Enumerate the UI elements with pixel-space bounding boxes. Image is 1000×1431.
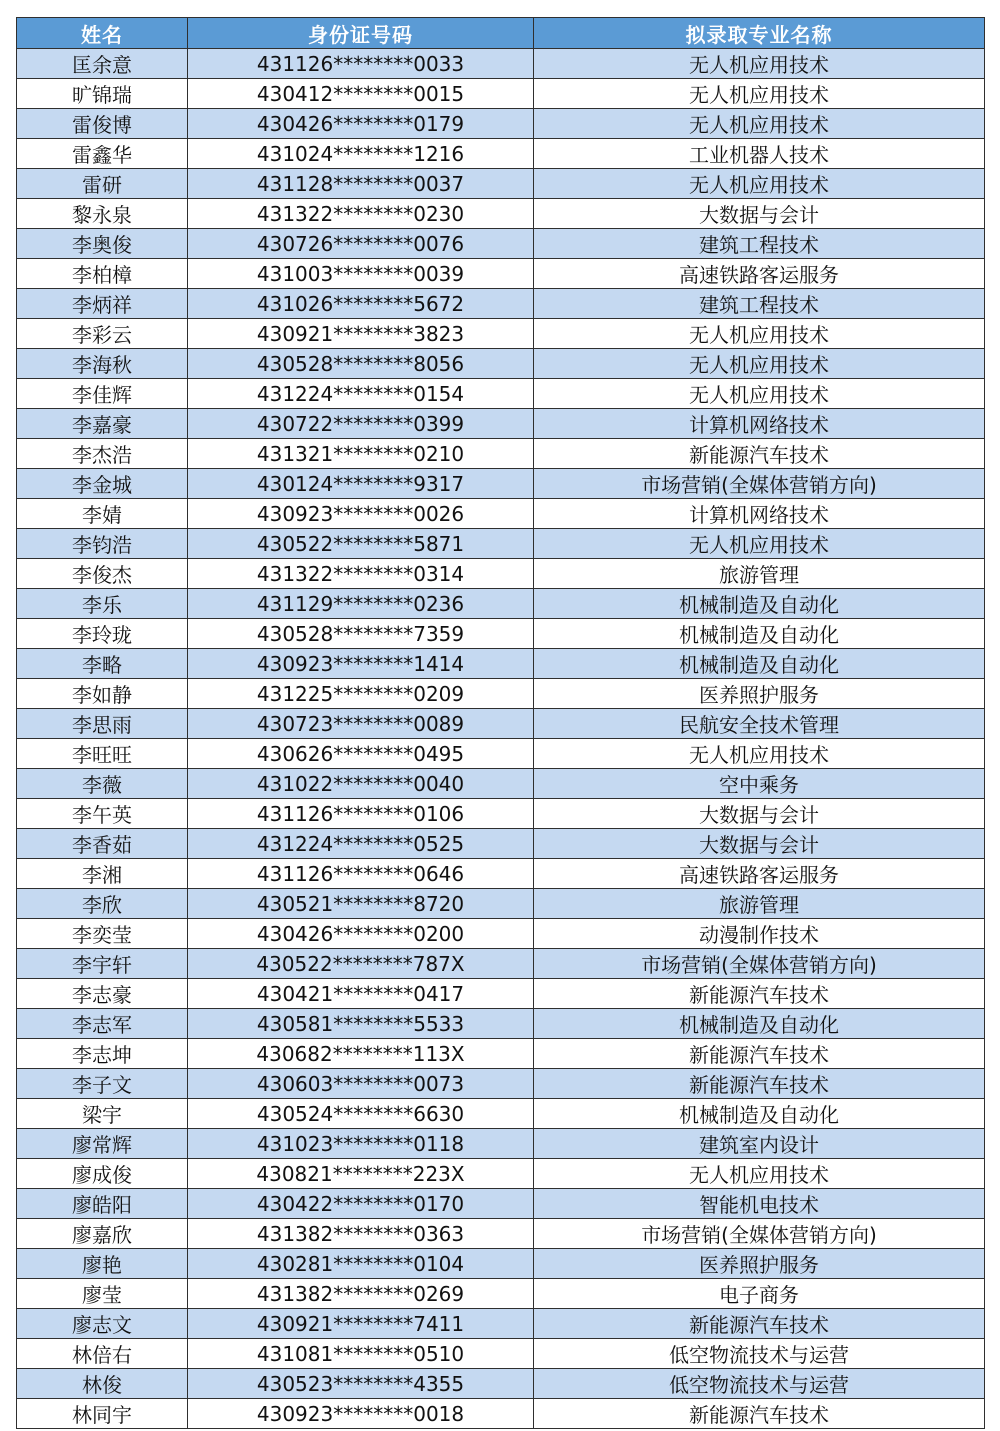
table-row (17, 799, 985, 829)
cell-major: 计算机网络技术 (534, 409, 985, 439)
cell-name: 李奥俊 (17, 229, 188, 259)
cell-id-number: 431225********0209 (188, 679, 534, 709)
cell-name: 李志坤 (17, 1039, 188, 1069)
cell-id-number: 430426********0179 (188, 109, 534, 139)
cell-name: 李略 (17, 649, 188, 679)
table-row (17, 289, 985, 319)
cell-major: 动漫制作技术 (534, 919, 985, 949)
table-row (17, 1159, 985, 1189)
cell-id-number: 431126********0646 (188, 859, 534, 889)
cell-id-number: 430426********0200 (188, 919, 534, 949)
table-row (17, 709, 985, 739)
cell-major: 市场营销(全媒体营销方向) (534, 1219, 985, 1249)
cell-id-number: 430422********0170 (188, 1189, 534, 1219)
table-row (17, 199, 985, 229)
table-row (17, 739, 985, 769)
cell-name: 廖艳 (17, 1249, 188, 1279)
cell-name: 廖成俊 (17, 1159, 188, 1189)
table-row (17, 679, 985, 709)
cell-major: 无人机应用技术 (534, 109, 985, 139)
table-row (17, 1309, 985, 1339)
cell-name: 李奕莹 (17, 919, 188, 949)
cell-major: 市场营销(全媒体营销方向) (534, 949, 985, 979)
cell-major: 无人机应用技术 (534, 1159, 985, 1189)
cell-major: 新能源汽车技术 (534, 439, 985, 469)
cell-major: 新能源汽车技术 (534, 1309, 985, 1339)
cell-name: 李思雨 (17, 709, 188, 739)
cell-name: 李旺旺 (17, 739, 188, 769)
cell-id-number: 431129********0236 (188, 589, 534, 619)
cell-id-number: 431023********0118 (188, 1129, 534, 1159)
cell-id-number: 431321********0210 (188, 439, 534, 469)
cell-id-number: 430421********0417 (188, 979, 534, 1009)
cell-id-number: 431026********5672 (188, 289, 534, 319)
table-row (17, 1339, 985, 1369)
cell-name: 林同宇 (17, 1399, 188, 1429)
column-header-id-number: 身份证号码 (188, 18, 534, 49)
cell-name: 林倍右 (17, 1339, 188, 1369)
cell-major: 空中乘务 (534, 769, 985, 799)
cell-major: 机械制造及自动化 (534, 619, 985, 649)
table-row (17, 409, 985, 439)
cell-name: 李金城 (17, 469, 188, 499)
cell-major: 新能源汽车技术 (534, 1399, 985, 1429)
cell-id-number: 430921********3823 (188, 319, 534, 349)
table-row (17, 589, 985, 619)
table-body (17, 49, 985, 1429)
cell-major: 无人机应用技术 (534, 79, 985, 109)
cell-name: 李香茹 (17, 829, 188, 859)
cell-name: 李炳祥 (17, 289, 188, 319)
cell-name: 雷鑫华 (17, 139, 188, 169)
table-row (17, 79, 985, 109)
table-row (17, 319, 985, 349)
cell-name: 廖志文 (17, 1309, 188, 1339)
cell-major: 低空物流技术与运营 (534, 1339, 985, 1369)
cell-name: 雷研 (17, 169, 188, 199)
cell-name: 李佳辉 (17, 379, 188, 409)
table-row (17, 769, 985, 799)
table-row (17, 619, 985, 649)
cell-major: 机械制造及自动化 (534, 1009, 985, 1039)
table-row (17, 889, 985, 919)
cell-name: 雷俊博 (17, 109, 188, 139)
table-row (17, 979, 985, 1009)
table-row (17, 1099, 985, 1129)
table-row (17, 229, 985, 259)
table-row (17, 1399, 985, 1429)
table-row (17, 499, 985, 529)
cell-name: 廖莹 (17, 1279, 188, 1309)
cell-name: 梁宇 (17, 1099, 188, 1129)
cell-major: 大数据与会计 (534, 199, 985, 229)
cell-major: 新能源汽车技术 (534, 979, 985, 1009)
cell-id-number: 430923********1414 (188, 649, 534, 679)
cell-id-number: 431382********0269 (188, 1279, 534, 1309)
cell-id-number: 430412********0015 (188, 79, 534, 109)
table-row (17, 1069, 985, 1099)
cell-id-number: 430522********787X (188, 949, 534, 979)
cell-name: 旷锦瑞 (17, 79, 188, 109)
table-row (17, 1279, 985, 1309)
cell-id-number: 430821********223X (188, 1159, 534, 1189)
cell-name: 廖常辉 (17, 1129, 188, 1159)
cell-id-number: 430626********0495 (188, 739, 534, 769)
table-row (17, 649, 985, 679)
cell-name: 李俊杰 (17, 559, 188, 589)
cell-id-number: 431126********0033 (188, 49, 534, 79)
cell-id-number: 431126********0106 (188, 799, 534, 829)
cell-id-number: 430281********0104 (188, 1249, 534, 1279)
cell-name: 李志军 (17, 1009, 188, 1039)
cell-id-number: 430523********4355 (188, 1369, 534, 1399)
cell-name: 李乐 (17, 589, 188, 619)
table-row (17, 919, 985, 949)
cell-name: 李彩云 (17, 319, 188, 349)
cell-major: 新能源汽车技术 (534, 1039, 985, 1069)
cell-major: 高速铁路客运服务 (534, 259, 985, 289)
cell-major: 无人机应用技术 (534, 169, 985, 199)
cell-name: 李如静 (17, 679, 188, 709)
cell-id-number: 431022********0040 (188, 769, 534, 799)
cell-major: 计算机网络技术 (534, 499, 985, 529)
cell-major: 无人机应用技术 (534, 379, 985, 409)
cell-id-number: 430522********5871 (188, 529, 534, 559)
cell-id-number: 431081********0510 (188, 1339, 534, 1369)
cell-id-number: 430921********7411 (188, 1309, 534, 1339)
table-row (17, 1129, 985, 1159)
column-header-name: 姓名 (17, 18, 188, 49)
cell-id-number: 430124********9317 (188, 469, 534, 499)
cell-id-number: 431003********0039 (188, 259, 534, 289)
table-header-row (17, 18, 985, 49)
cell-id-number: 430581********5533 (188, 1009, 534, 1039)
cell-major: 电子商务 (534, 1279, 985, 1309)
cell-major: 民航安全技术管理 (534, 709, 985, 739)
cell-id-number: 430923********0026 (188, 499, 534, 529)
cell-name: 李嘉豪 (17, 409, 188, 439)
cell-major: 医养照护服务 (534, 679, 985, 709)
cell-name: 廖嘉欣 (17, 1219, 188, 1249)
cell-major: 新能源汽车技术 (534, 1069, 985, 1099)
table-row (17, 859, 985, 889)
table-row (17, 559, 985, 589)
cell-name: 李杰浩 (17, 439, 188, 469)
cell-major: 无人机应用技术 (534, 49, 985, 79)
cell-id-number: 431322********0230 (188, 199, 534, 229)
cell-major: 大数据与会计 (534, 799, 985, 829)
table-row (17, 1249, 985, 1279)
cell-major: 低空物流技术与运营 (534, 1369, 985, 1399)
cell-id-number: 431024********1216 (188, 139, 534, 169)
cell-name: 李钧浩 (17, 529, 188, 559)
table-row (17, 349, 985, 379)
cell-name: 李玲珑 (17, 619, 188, 649)
cell-name: 李薇 (17, 769, 188, 799)
cell-id-number: 430524********6630 (188, 1099, 534, 1129)
cell-name: 黎永泉 (17, 199, 188, 229)
cell-major: 机械制造及自动化 (534, 1099, 985, 1129)
table-row (17, 829, 985, 859)
cell-name: 廖皓阳 (17, 1189, 188, 1219)
table-row (17, 259, 985, 289)
cell-id-number: 430528********8056 (188, 349, 534, 379)
cell-name: 李子文 (17, 1069, 188, 1099)
cell-id-number: 430923********0018 (188, 1399, 534, 1429)
cell-name: 李午英 (17, 799, 188, 829)
cell-id-number: 430682********113X (188, 1039, 534, 1069)
cell-major: 旅游管理 (534, 889, 985, 919)
table-row (17, 529, 985, 559)
table-row (17, 379, 985, 409)
cell-id-number: 431224********0154 (188, 379, 534, 409)
cell-name: 李柏樟 (17, 259, 188, 289)
cell-id-number: 430726********0076 (188, 229, 534, 259)
cell-id-number: 430521********8720 (188, 889, 534, 919)
cell-major: 大数据与会计 (534, 829, 985, 859)
table-row (17, 49, 985, 79)
cell-major: 无人机应用技术 (534, 739, 985, 769)
cell-major: 旅游管理 (534, 559, 985, 589)
cell-id-number: 430722********0399 (188, 409, 534, 439)
cell-major: 无人机应用技术 (534, 319, 985, 349)
cell-id-number: 431382********0363 (188, 1219, 534, 1249)
cell-major: 市场营销(全媒体营销方向) (534, 469, 985, 499)
table-row (17, 109, 985, 139)
cell-id-number: 431224********0525 (188, 829, 534, 859)
cell-id-number: 431128********0037 (188, 169, 534, 199)
cell-name: 李海秋 (17, 349, 188, 379)
cell-id-number: 430723********0089 (188, 709, 534, 739)
cell-major: 建筑工程技术 (534, 289, 985, 319)
cell-name: 李湘 (17, 859, 188, 889)
cell-major: 工业机器人技术 (534, 139, 985, 169)
table-row (17, 1039, 985, 1069)
cell-name: 匡余意 (17, 49, 188, 79)
table-row (17, 439, 985, 469)
cell-name: 李婧 (17, 499, 188, 529)
table-row (17, 949, 985, 979)
cell-major: 无人机应用技术 (534, 349, 985, 379)
cell-name: 李志豪 (17, 979, 188, 1009)
table-row (17, 1189, 985, 1219)
table-row (17, 1009, 985, 1039)
cell-id-number: 431322********0314 (188, 559, 534, 589)
table-row (17, 139, 985, 169)
cell-name: 李欣 (17, 889, 188, 919)
cell-major: 建筑室内设计 (534, 1129, 985, 1159)
cell-major: 高速铁路客运服务 (534, 859, 985, 889)
cell-id-number: 430603********0073 (188, 1069, 534, 1099)
table-row (17, 1219, 985, 1249)
cell-name: 李宇轩 (17, 949, 188, 979)
admission-table (16, 17, 985, 1429)
table-row (17, 1369, 985, 1399)
cell-major: 建筑工程技术 (534, 229, 985, 259)
cell-major: 机械制造及自动化 (534, 589, 985, 619)
cell-major: 智能机电技术 (534, 1189, 985, 1219)
table-row (17, 169, 985, 199)
column-header-major: 拟录取专业名称 (534, 18, 985, 49)
cell-major: 医养照护服务 (534, 1249, 985, 1279)
cell-name: 林俊 (17, 1369, 188, 1399)
table-row (17, 469, 985, 499)
cell-major: 无人机应用技术 (534, 529, 985, 559)
cell-major: 机械制造及自动化 (534, 649, 985, 679)
cell-id-number: 430528********7359 (188, 619, 534, 649)
